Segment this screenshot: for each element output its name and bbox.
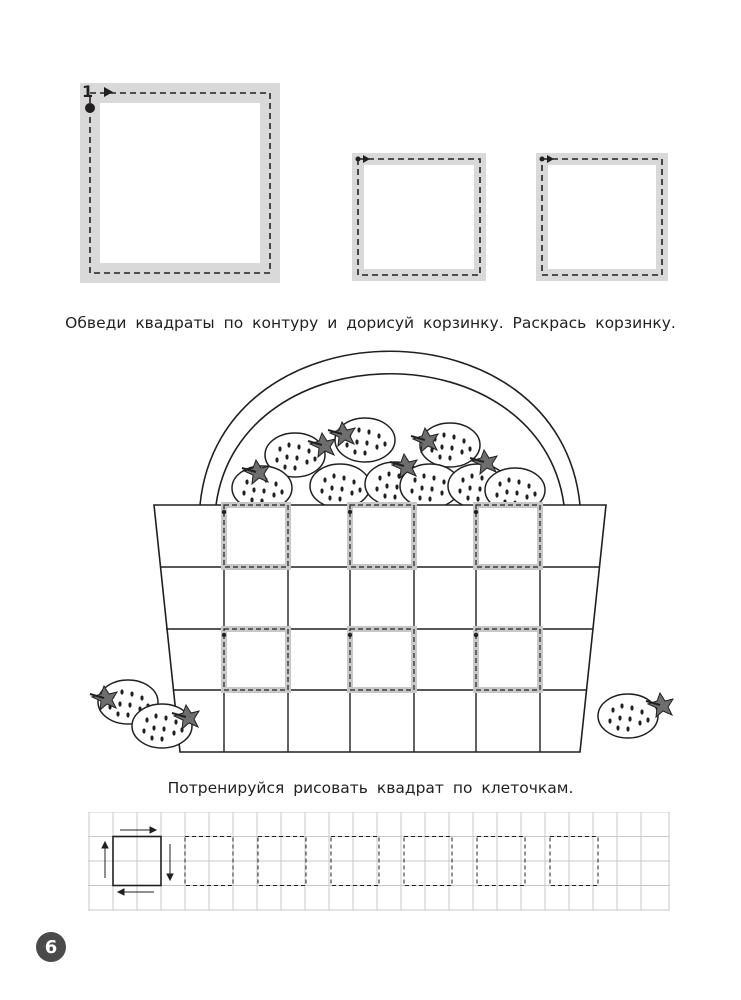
practice-grid[interactable]	[88, 812, 670, 912]
arrow-icon	[104, 87, 554, 163]
start-dot	[356, 157, 361, 162]
strawberry-icon	[232, 418, 545, 512]
page-number: 6	[36, 932, 66, 962]
basket-illustration[interactable]	[0, 350, 741, 770]
start-dot	[85, 103, 95, 113]
instruction-trace-and-draw: Обведи квадраты по контуру и дорисуй корзинку. Раскрась корзинку.	[65, 314, 676, 332]
trace-dashed-paths	[0, 0, 741, 300]
instruction-practice: Потренируйся рисовать квадрат по клеточкам.	[167, 779, 574, 797]
start-dot	[540, 157, 545, 162]
step-number: 1	[82, 82, 94, 101]
